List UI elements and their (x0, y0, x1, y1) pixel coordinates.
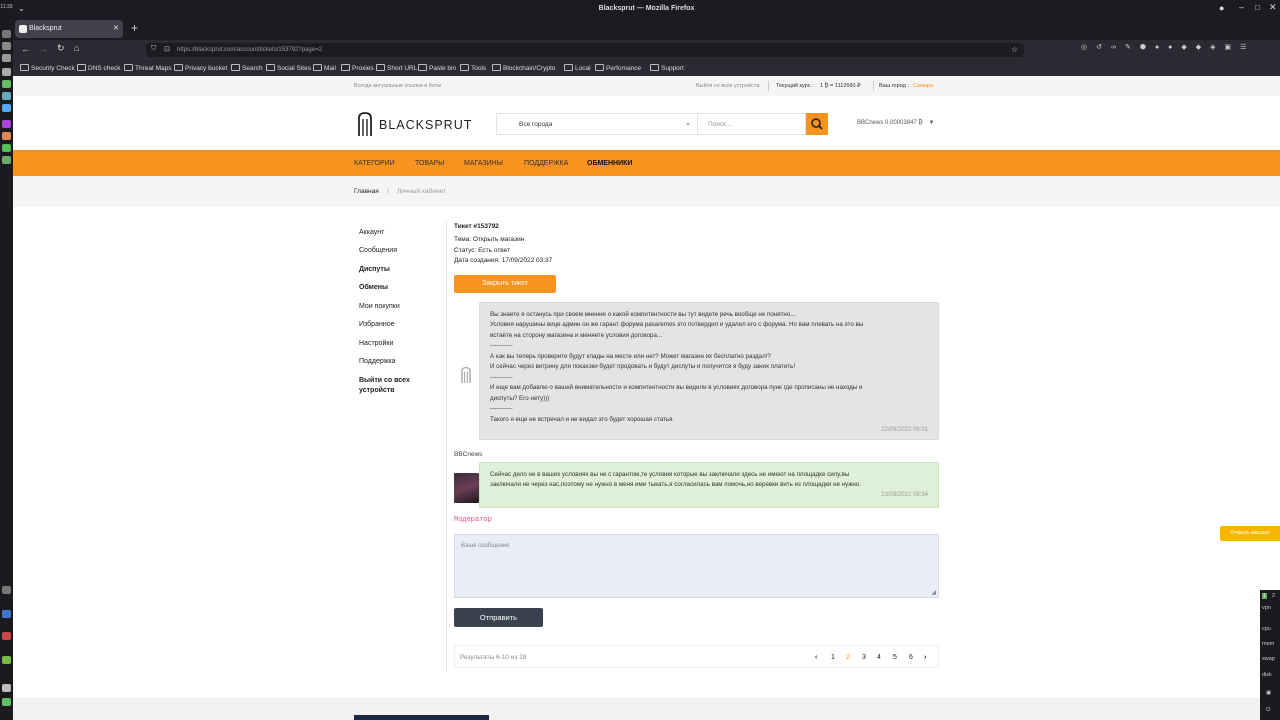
tray-icon[interactable] (2, 586, 11, 594)
moderator-role-label: Модератор (454, 516, 492, 524)
maximize-button[interactable]: □ (1255, 3, 1260, 12)
bookmark-item[interactable]: Support (650, 64, 684, 72)
url-bar[interactable] (146, 43, 1024, 57)
breadcrumb-home[interactable]: Главная (354, 188, 379, 195)
bookmark-item[interactable]: Paste bin (418, 64, 456, 72)
site-footer (13, 698, 1280, 720)
app-icon[interactable] (2, 30, 11, 38)
bookmark-item[interactable]: Blockchain/Crypto (492, 64, 555, 72)
city-select[interactable] (496, 113, 698, 135)
app-icon[interactable] (2, 144, 11, 152)
logo-text: BLACKSPRUT (379, 118, 473, 132)
resize-handle-icon[interactable]: ◢ (931, 590, 936, 596)
back-button[interactable]: ← (21, 44, 30, 54)
bookmark-item[interactable]: Mail (313, 64, 336, 72)
mem-monitor: mem (1262, 641, 1275, 647)
divider (873, 81, 874, 91)
system-monitor (1260, 590, 1280, 720)
bookmark-item[interactable]: Social Sites (266, 64, 311, 72)
page-link[interactable]: 3 (862, 654, 866, 661)
browser-tab[interactable] (15, 20, 123, 38)
sidebar-item-logout-all[interactable]: Выйти со всех (359, 377, 410, 384)
divider (768, 81, 769, 91)
power-icon[interactable]: ⏻ (1266, 707, 1271, 713)
message-line: встаёте на сторону магазина и меняете условия договора... (490, 332, 663, 339)
bookmark-item[interactable]: Proxies (341, 64, 374, 72)
workspace-2[interactable]: 2 (1272, 593, 1276, 599)
page-link[interactable]: 1 (831, 654, 835, 661)
ticket-topic: Тема: Открыть магазин (454, 236, 525, 243)
moderator-avatar (454, 473, 479, 503)
ticket-title: Тикет #153792 (454, 223, 499, 230)
chevron-down-icon[interactable]: ⌄ (18, 4, 25, 13)
tab-bar (13, 18, 1280, 40)
rate-value: 1 ₿ = 1112680 ₽ (820, 83, 861, 89)
app-icon[interactable] (2, 80, 11, 88)
breadcrumb-separator: / (387, 188, 389, 195)
breadcrumb-current: Личный кабинет (397, 188, 446, 195)
os-clock: 11:33 (0, 4, 13, 10)
user-balance-menu[interactable] (857, 120, 934, 126)
search-placeholder: Поиск ... (708, 121, 734, 128)
message-line: ----------- (490, 374, 513, 381)
app-icon[interactable] (2, 92, 11, 100)
sidebar-divider (446, 222, 447, 672)
sidebar-item-favorites[interactable]: Избранное (359, 321, 395, 328)
next-page-icon[interactable]: › (924, 654, 927, 661)
message-line: заключали не через нас,поэтому не нужно в меня ими тыкать,я согласилась вам помочь,но веревки вить из площадки не нужно. (490, 481, 861, 488)
app-icon[interactable] (2, 156, 11, 164)
footer-banner (354, 715, 489, 720)
message-line: И сейчас через витрину для покахзки будет продовать и будут диспуты и получится я буду заних платить! (490, 363, 796, 370)
nav-products[interactable]: ТОВАРЫ (415, 160, 445, 167)
reload-button[interactable]: ↻ (57, 43, 65, 53)
links-notice[interactable]: Всегда актуальные ссылки и боты (354, 83, 442, 89)
message-line: Такого я еще не встречал и не видал это будет хорошая статья. (490, 416, 675, 423)
app-icon[interactable] (2, 104, 11, 112)
logout-all-link[interactable]: Выйти со всех устройств (696, 83, 760, 89)
user-balance: BBCnews 0.00003847 ₿ (857, 120, 923, 126)
message-bubble (479, 302, 939, 440)
tray-icon[interactable] (2, 632, 11, 640)
tray-icon[interactable] (2, 656, 11, 664)
app-icon[interactable] (2, 120, 11, 128)
message-placeholder: Ваше сообщение (461, 543, 510, 549)
page-link[interactable]: 4 (877, 654, 881, 661)
message-textarea[interactable] (454, 534, 939, 598)
app-icon[interactable] (2, 68, 11, 76)
city-label: Ваш город : (879, 83, 909, 89)
rate-label: Текущий курс : (776, 83, 814, 89)
message-line: А как вы теперь проверите будут клады на месте или нет? Может магазин их бесплатно раздал!? (490, 353, 771, 360)
sidebar-item-purchases[interactable]: Мои покупки (359, 303, 400, 310)
bookmark-star-icon[interactable]: ☆ (1010, 45, 1018, 54)
close-tab-icon[interactable]: ✕ (113, 25, 119, 32)
app-icon[interactable] (2, 42, 11, 50)
minimize-icon[interactable]: ● (1219, 3, 1225, 13)
message-line: Условия нарушины вице админ он же гарант форума pasaremos это потвердил и удалил его с форума. Но вам плевать на это вы (490, 321, 864, 328)
results-summary: Результаты 6-10 из 28 (460, 654, 527, 661)
tab-title: Blacksprut (29, 25, 62, 32)
forward-button[interactable]: → (39, 44, 48, 54)
ticket-status: Статус: Есть ответ (454, 247, 511, 254)
new-tab-button[interactable]: + (131, 21, 139, 35)
sidebar-item-exchanges[interactable]: Обмены (359, 284, 388, 291)
nav-categories[interactable]: КАТЕГОРИИ (354, 160, 395, 167)
tray-icon[interactable] (2, 698, 11, 706)
minimize-button[interactable]: – (1239, 2, 1245, 12)
message-line: Сейчас дело не в ваших условиях вы не с гарантом,те условия которые вы заключали здесь не имеют на площадке силу,вы (490, 471, 850, 478)
open-shop-button[interactable]: Открыть магазин (1220, 526, 1280, 541)
close-window-button[interactable]: ✕ (1269, 2, 1277, 12)
vpn-monitor: vpn (1262, 605, 1271, 611)
firefox-icon[interactable] (2, 132, 11, 140)
message-bubble-moderator (479, 462, 939, 508)
window-title: Blacksprut — Mozilla Firefox (598, 5, 695, 12)
tray-icon[interactable] (2, 684, 11, 692)
bookmark-item[interactable]: Perfomance (595, 64, 641, 72)
message-author: BBCnews (454, 451, 483, 458)
bookmark-item[interactable]: Tools (460, 64, 486, 72)
caret-down-icon: ▼ (928, 120, 935, 126)
prev-page-icon[interactable]: ‹ (815, 654, 818, 661)
page-link-current[interactable]: 2 (846, 654, 850, 661)
site-logo[interactable] (357, 112, 473, 136)
ticket-created: Дата создания: 17/09/2022 03:37 (454, 257, 553, 264)
sidebar-item-account[interactable]: Аккаунт (359, 229, 385, 236)
lock-icon[interactable]: ⊡ (164, 46, 170, 53)
sidebar-item-disputes[interactable]: Диспуты (359, 266, 390, 273)
bookmark-item[interactable]: Local (564, 64, 591, 72)
home-button[interactable]: ⌂ (74, 43, 80, 53)
extension-icons[interactable]: ◎↺∞✎⬢●●◆◆◈▣☰ (1081, 44, 1256, 51)
chevron-down-icon: ⌄ (685, 120, 691, 127)
page-link[interactable]: 6 (909, 654, 913, 661)
tray-icon[interactable] (2, 610, 11, 618)
bookmarks-toolbar (13, 60, 1280, 76)
bookmark-item[interactable]: Privacy bucket (174, 64, 227, 72)
url-text[interactable]: https://blacksprut.com/account/tickets/153792?page=2 (177, 47, 322, 53)
top-info-strip (13, 76, 1280, 96)
sidebar-item-settings[interactable]: Настройки (359, 340, 394, 347)
nav-exchangers[interactable]: ОБМЕННИКИ (587, 160, 633, 167)
page-link[interactable]: 5 (893, 654, 897, 661)
search-icon (806, 113, 828, 135)
sidebar-item-logout-all-2[interactable]: устройств (359, 387, 395, 394)
pagination (454, 645, 939, 668)
bookmark-item[interactable]: Security Check (20, 64, 75, 72)
nav-support[interactable]: ПОДДЕРЖКА (524, 160, 569, 167)
breadcrumb (13, 176, 1280, 207)
city-select-value: Все города (519, 121, 553, 128)
main-nav (13, 150, 1280, 176)
bookmark-item[interactable]: Threat Maps (124, 64, 172, 72)
window-titlebar (13, 0, 1280, 18)
bookmark-item[interactable]: Search (231, 64, 263, 72)
cpu-monitor: cpu (1262, 626, 1271, 632)
send-button[interactable]: Отправить (454, 608, 543, 627)
lock-icon[interactable]: ▣ (1266, 690, 1272, 696)
shield-icon[interactable]: ⛉ (151, 45, 157, 52)
message-line: диспуты? Его нету))) (490, 395, 550, 402)
nav-shops[interactable]: МАГАЗИНЫ (464, 160, 503, 167)
search-input[interactable] (698, 113, 806, 135)
message-timestamp: 23/09/2022 09:34 (881, 492, 928, 498)
bookmark-item[interactable]: Short URL (376, 64, 417, 72)
message-timestamp: 22/09/2022 06:01 (881, 427, 928, 433)
search-button[interactable] (806, 113, 828, 135)
app-icon[interactable] (2, 54, 11, 62)
message-line: ----------- (490, 342, 513, 349)
close-ticket-button[interactable]: Закрыть тикет (454, 275, 556, 293)
message-line: Вы знаете я останусь при своем мнение о какой компитентности вы тут видете речь вообще не понятно... (490, 311, 796, 318)
logo-icon (357, 112, 373, 136)
os-taskbar (0, 0, 13, 720)
user-avatar-logo-icon (460, 367, 472, 383)
workspace-1[interactable]: 1 (1263, 593, 1267, 599)
message-line: ----------- (490, 405, 513, 412)
swap-monitor: swap (1262, 656, 1275, 662)
sidebar-item-support[interactable]: Поддержка (359, 358, 396, 365)
disk-monitor: disk (1262, 672, 1272, 678)
message-line: И еще вам добавлю о вашей внимательности и компитентности вы видили в условиях договора пунк где прописаны не находы и (490, 384, 863, 391)
bookmark-item[interactable]: DNS check (77, 64, 121, 72)
favicon-icon (19, 25, 27, 33)
sidebar-item-messages[interactable]: Сообщения (359, 247, 397, 254)
city-value[interactable]: Самара (913, 83, 934, 89)
